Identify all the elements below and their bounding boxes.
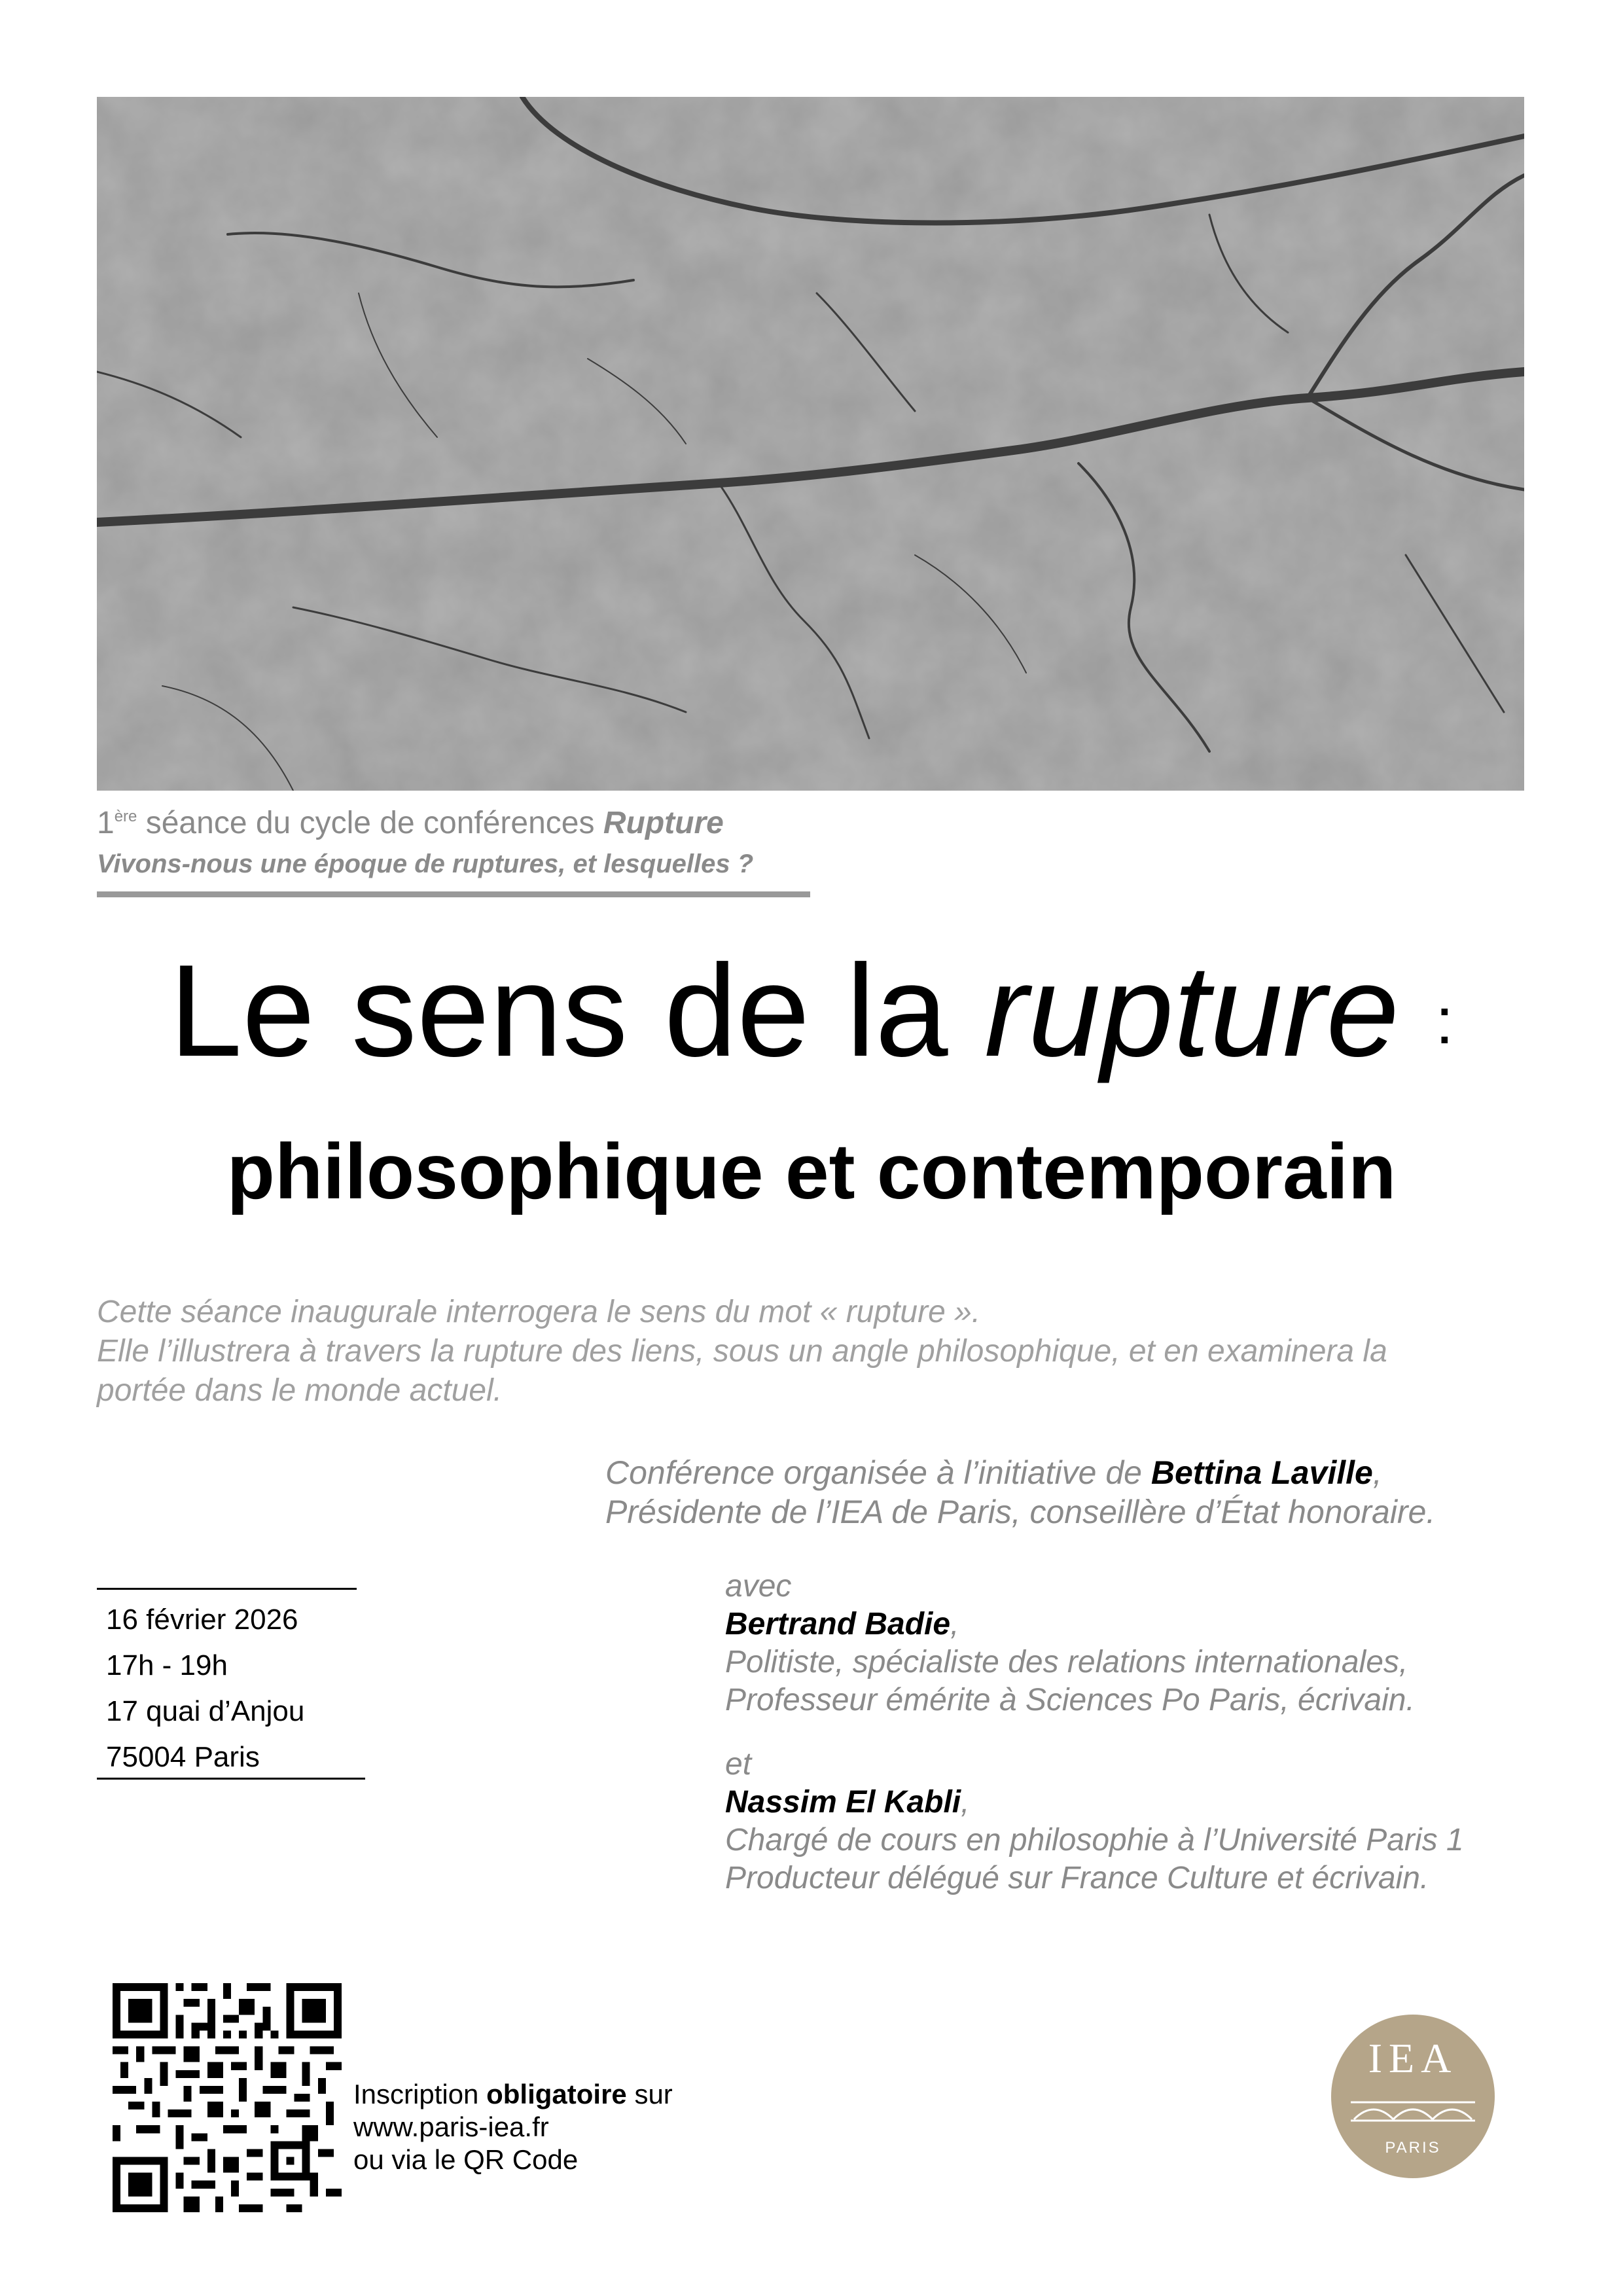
- speaker-conjunction: avec: [725, 1569, 792, 1604]
- main-subtitle: philosophique et contemporain: [226, 1128, 1397, 1215]
- speaker-role: Producteur délégué sur France Culture et écrivain.: [725, 1861, 1429, 1895]
- speakers-block: [725, 1568, 1464, 1897]
- hero-image-cracked-ground: [97, 97, 1524, 791]
- info-divider-top: [97, 1588, 357, 1590]
- registration-info: [353, 2078, 673, 2176]
- ordinal-suffix: ère: [114, 808, 137, 825]
- bridge-icon: [1351, 2093, 1475, 2126]
- organizer-block: [605, 1453, 1435, 1532]
- qr-code-graphic: [113, 1983, 342, 2212]
- event-address: 17 quai d’Anjou: [106, 1695, 305, 1727]
- ordinal-number: 1: [97, 806, 115, 840]
- crack-illustration: [97, 97, 1524, 791]
- logo-city: PARIS: [1385, 2139, 1441, 2157]
- organizer-role: Présidente de l’IEA de Paris, conseillère d’État honoraire.: [605, 1494, 1436, 1530]
- event-info: [106, 1597, 304, 1780]
- speaker-name: Nassim El Kabli: [725, 1785, 961, 1820]
- kicker-divider: [97, 891, 810, 897]
- speaker-conjunction: et: [725, 1747, 752, 1782]
- title-start: Le sens de la: [169, 938, 985, 1084]
- registration-mandatory: obligatoire: [486, 2079, 627, 2109]
- speaker-name-suffix: ,: [961, 1785, 970, 1820]
- registration-prefix: Inscription: [353, 2079, 487, 2109]
- cycle-subtitle: [97, 805, 724, 841]
- registration-qr-code[interactable]: [113, 1983, 342, 2212]
- logo-letters: IEA: [1368, 2035, 1458, 2081]
- iea-paris-logo: [1331, 2015, 1495, 2178]
- speaker-role: Professeur émérite à Sciences Po Paris, écrivain.: [725, 1683, 1415, 1717]
- title-emphasis: rupture: [984, 938, 1399, 1084]
- organizer-name: Bettina Laville: [1150, 1454, 1373, 1491]
- intro-line: Elle l’illustrera à travers la rupture des liens, sous un angle philosophique, et en examinera la: [97, 1334, 1387, 1369]
- speaker-name: Bertrand Badie: [725, 1607, 951, 1641]
- cycle-text: séance du cycle de conférences: [137, 806, 603, 840]
- speaker-role: Chargé de cours en philosophie à l’Université Paris 1: [725, 1823, 1464, 1857]
- intro-line: Cette séance inaugurale interrogera le sens du mot « rupture ».: [97, 1295, 981, 1329]
- event-date: 16 février 2026: [106, 1604, 298, 1636]
- event-city: 75004 Paris: [106, 1741, 260, 1773]
- organizer-prefix: Conférence organisée à l’initiative de: [605, 1454, 1151, 1491]
- cycle-name: Rupture: [603, 806, 724, 840]
- intro-paragraph: [97, 1293, 1550, 1410]
- cycle-question: Vivons-nous une époque de ruptures, et lesquelles ?: [97, 850, 754, 878]
- speaker-name-suffix: ,: [950, 1607, 959, 1641]
- event-time: 17h - 19h: [106, 1649, 228, 1681]
- registration-url[interactable]: www.paris-iea.fr: [353, 2111, 549, 2142]
- organizer-suffix: ,: [1372, 1454, 1382, 1491]
- main-title: [0, 938, 1623, 1084]
- registration-qr-text: ou via le QR Code: [353, 2144, 579, 2175]
- info-divider-bottom: [97, 1778, 365, 1780]
- intro-line: portée dans le monde actuel.: [97, 1373, 503, 1408]
- registration-suffix: sur: [626, 2079, 673, 2109]
- speaker-role: Politiste, spécialiste des relations internationales,: [725, 1645, 1408, 1679]
- title-colon: :: [1435, 984, 1454, 1058]
